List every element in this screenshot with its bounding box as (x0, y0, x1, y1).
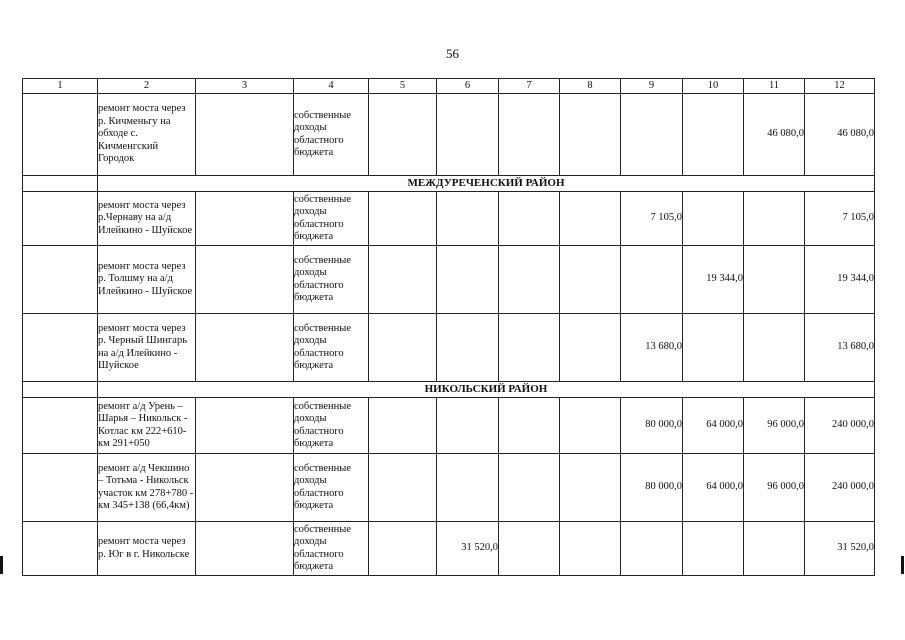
amount-col9 (621, 246, 683, 314)
cell-empty (23, 176, 98, 192)
section-title: НИКОЛЬСКИЙ РАЙОН (98, 382, 875, 398)
cell-empty (196, 522, 294, 576)
cell-empty (23, 246, 98, 314)
funding-source: собственные доходы областного бюджета (294, 522, 369, 576)
amount-col11 (744, 246, 805, 314)
work-description: ремонт а/д Урень – Шарья – Никольск - Котлас км 222+610- км 291+050 (98, 398, 196, 454)
work-description: ремонт а/д Чекшино – Тотьма - Никольск участок км 278+780 - км 345+138 (66,4км) (98, 454, 196, 522)
cell-empty (23, 398, 98, 454)
cell-empty (560, 246, 621, 314)
column-header: 6 (437, 79, 499, 94)
cell-empty (369, 314, 437, 382)
work-description: ремонт моста через р. Кичменьгу на обходе с. Кичменгский Городок (98, 94, 196, 176)
cell-empty (23, 454, 98, 522)
column-header: 1 (23, 79, 98, 94)
cell-empty (23, 522, 98, 576)
column-header: 9 (621, 79, 683, 94)
table-row (23, 398, 875, 454)
column-header: 5 (369, 79, 437, 94)
table-row (23, 94, 875, 176)
scan-margin-mark-left (0, 556, 3, 574)
column-header: 3 (196, 79, 294, 94)
amount-col6 (437, 454, 499, 522)
amount-total: 13 680,0 (805, 314, 875, 382)
column-header: 12 (805, 79, 875, 94)
cell-empty (560, 314, 621, 382)
column-header: 4 (294, 79, 369, 94)
cell-empty (196, 398, 294, 454)
amount-col6 (437, 314, 499, 382)
table-row (23, 314, 875, 382)
cell-empty (196, 192, 294, 246)
amount-col11 (744, 192, 805, 246)
amount-col10: 64 000,0 (683, 454, 744, 522)
column-number-row (23, 79, 875, 94)
work-description: ремонт моста через р. Толшму на а/д Илейкино - Шуйское (98, 246, 196, 314)
table-row (23, 454, 875, 522)
amount-total: 7 105,0 (805, 192, 875, 246)
amount-col11 (744, 314, 805, 382)
section-row (23, 382, 875, 398)
funding-source: собственные доходы областного бюджета (294, 192, 369, 246)
amount-col11: 46 080,0 (744, 94, 805, 176)
amount-col6 (437, 398, 499, 454)
cell-empty (560, 398, 621, 454)
cell-empty (196, 94, 294, 176)
cell-empty (560, 522, 621, 576)
amount-col10 (683, 192, 744, 246)
amount-col9 (621, 522, 683, 576)
table-row (23, 522, 875, 576)
amount-col9: 13 680,0 (621, 314, 683, 382)
amount-total: 240 000,0 (805, 398, 875, 454)
cell-empty (369, 246, 437, 314)
cell-empty (23, 382, 98, 398)
amount-total: 19 344,0 (805, 246, 875, 314)
amount-col10: 64 000,0 (683, 398, 744, 454)
amount-col9: 80 000,0 (621, 398, 683, 454)
table-row (23, 246, 875, 314)
cell-empty (369, 522, 437, 576)
amount-col6 (437, 94, 499, 176)
amount-col11: 96 000,0 (744, 454, 805, 522)
funding-source: собственные доходы областного бюджета (294, 314, 369, 382)
cell-empty (196, 246, 294, 314)
cell-empty (369, 192, 437, 246)
amount-total: 46 080,0 (805, 94, 875, 176)
amount-col6 (437, 192, 499, 246)
cell-empty (560, 454, 621, 522)
page-number: 56 (446, 46, 459, 61)
cell-empty (499, 314, 560, 382)
column-header: 7 (499, 79, 560, 94)
amount-col9: 7 105,0 (621, 192, 683, 246)
cell-empty (369, 94, 437, 176)
section-row (23, 176, 875, 192)
work-description: ремонт моста через р. Юг в г. Никольске (98, 522, 196, 576)
column-header: 10 (683, 79, 744, 94)
amount-col10 (683, 522, 744, 576)
funding-source: собственные доходы областного бюджета (294, 398, 369, 454)
cell-empty (499, 246, 560, 314)
cell-empty (369, 398, 437, 454)
cell-empty (499, 398, 560, 454)
amount-col11 (744, 522, 805, 576)
amount-col6: 31 520,0 (437, 522, 499, 576)
amount-total: 240 000,0 (805, 454, 875, 522)
cell-empty (499, 192, 560, 246)
amount-col11: 96 000,0 (744, 398, 805, 454)
cell-empty (499, 94, 560, 176)
column-header: 11 (744, 79, 805, 94)
cell-empty (369, 454, 437, 522)
cell-empty (23, 192, 98, 246)
amount-total: 31 520,0 (805, 522, 875, 576)
funding-source: собственные доходы областного бюджета (294, 246, 369, 314)
cell-empty (196, 314, 294, 382)
amount-col9 (621, 94, 683, 176)
funding-source: собственные доходы областного бюджета (294, 94, 369, 176)
amount-col10: 19 344,0 (683, 246, 744, 314)
section-title: МЕЖДУРЕЧЕНСКИЙ РАЙОН (98, 176, 875, 192)
amount-col10 (683, 94, 744, 176)
table-row (23, 192, 875, 246)
cell-empty (23, 94, 98, 176)
column-header: 8 (560, 79, 621, 94)
cell-empty (196, 454, 294, 522)
cell-empty (499, 522, 560, 576)
amount-col10 (683, 314, 744, 382)
cell-empty (23, 314, 98, 382)
amount-col6 (437, 246, 499, 314)
funding-source: собственные доходы областного бюджета (294, 454, 369, 522)
budget-table (22, 78, 875, 576)
cell-empty (560, 94, 621, 176)
scan-margin-mark-right (901, 556, 904, 574)
work-description: ремонт моста через р.Чернаву на а/д Илейкино - Шуйское (98, 192, 196, 246)
work-description: ремонт моста через р. Черный Шингарь на а/д Илейкино - Шуйское (98, 314, 196, 382)
amount-col9: 80 000,0 (621, 454, 683, 522)
column-header: 2 (98, 79, 196, 94)
cell-empty (560, 192, 621, 246)
cell-empty (499, 454, 560, 522)
